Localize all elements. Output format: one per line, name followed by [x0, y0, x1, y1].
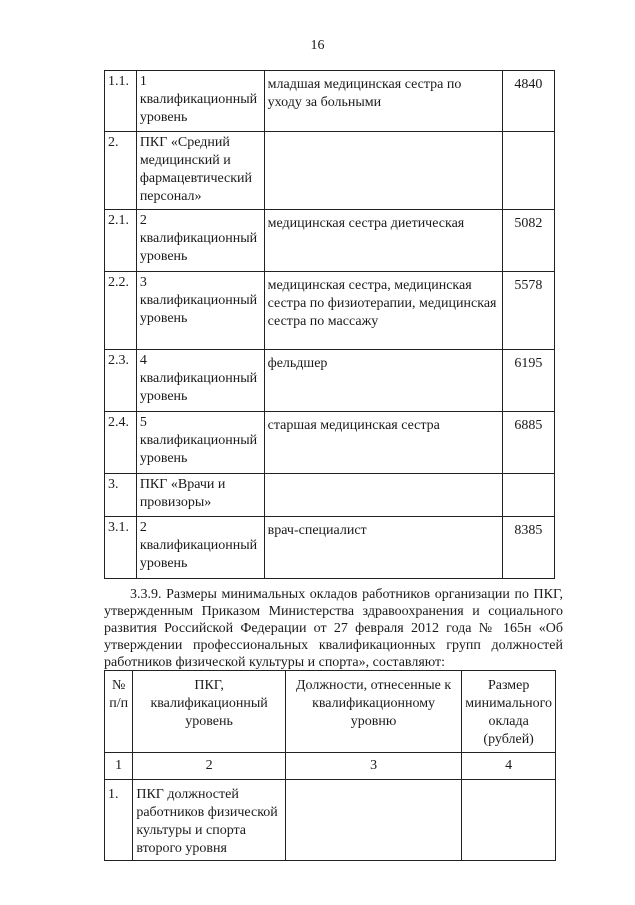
qualification-group: 1 квалификационный уровень — [136, 71, 264, 132]
column-number: 4 — [462, 753, 556, 780]
row-number: 2.1. — [105, 210, 137, 272]
table-row — [105, 780, 556, 861]
header-minimum-salary: Размер минимального оклада (рублей) — [462, 671, 556, 753]
header-positions: Должности, отнесенные к квалификационному уровню — [285, 671, 461, 753]
minimum-salary: 8385 — [502, 517, 554, 579]
position-name — [285, 780, 461, 861]
minimum-salary — [502, 474, 554, 517]
table-row — [105, 412, 555, 474]
row-number: 1. — [105, 780, 133, 861]
salary-table-medical — [104, 70, 555, 579]
table-row — [105, 210, 555, 272]
page-number: 16 — [310, 38, 325, 53]
table-row — [105, 517, 555, 579]
minimum-salary: 5578 — [502, 272, 554, 350]
position-name: медицинская сестра, медицинская сестра по физиотерапии, медицинская сестра по массажу — [264, 272, 502, 350]
header-number: № п/п — [105, 671, 133, 753]
row-number: 2.2. — [105, 272, 137, 350]
row-number: 2. — [105, 132, 137, 210]
row-number: 1.1. — [105, 71, 137, 132]
table-header-row — [105, 671, 556, 753]
minimum-salary — [502, 132, 554, 210]
position-name — [264, 132, 502, 210]
qualification-group: 2 квалификационный уровень — [136, 210, 264, 272]
table-row — [105, 350, 555, 412]
table-row — [105, 474, 555, 517]
minimum-salary: 5082 — [502, 210, 554, 272]
header-qualification-group: ПКГ, квалификационный уровень — [133, 671, 286, 753]
qualification-group: 4 квалификационный уровень — [136, 350, 264, 412]
column-number: 3 — [285, 753, 461, 780]
row-number: 2.3. — [105, 350, 137, 412]
position-name: врач-специалист — [264, 517, 502, 579]
column-number-row — [105, 753, 556, 780]
minimum-salary: 6885 — [502, 412, 554, 474]
qualification-group: ПКГ должностей работников физической культуры и спорта второго уровня — [133, 780, 286, 861]
qualification-group: 3 квалификационный уровень — [136, 272, 264, 350]
position-name: младшая медицинская сестра по уходу за больными — [264, 71, 502, 132]
qualification-group: 5 квалификационный уровень — [136, 412, 264, 474]
qualification-group: ПКГ «Средний медицинский и фармацевтический персонал» — [136, 132, 264, 210]
column-number: 2 — [133, 753, 286, 780]
body-paragraph — [104, 586, 563, 671]
minimum-salary: 6195 — [502, 350, 554, 412]
row-number: 3. — [105, 474, 137, 517]
row-number: 2.4. — [105, 412, 137, 474]
salary-table-sports — [104, 670, 556, 861]
position-name: старшая медицинская сестра — [264, 412, 502, 474]
position-name: медицинская сестра диетическая — [264, 210, 502, 272]
position-name: фельдшер — [264, 350, 502, 412]
minimum-salary: 4840 — [502, 71, 554, 132]
row-number: 3.1. — [105, 517, 137, 579]
qualification-group: ПКГ «Врачи и провизоры» — [136, 474, 264, 517]
column-number: 1 — [105, 753, 133, 780]
table-row — [105, 132, 555, 210]
paragraph-text: 3.3.9. Размеры минимальных окладов работников организации по ПКГ, утвержденным Приказом Министерства здравоохранения и социального развития Российской Федерации от 27 февраля 2012 года № 165н «Об утверждении профессиональных квалификационных групп должностей работников физической культуры и спорта», составляют: — [104, 587, 563, 670]
qualification-group: 2 квалификационный уровень — [136, 517, 264, 579]
table-row — [105, 272, 555, 350]
minimum-salary — [462, 780, 556, 861]
table-row — [105, 71, 555, 132]
position-name — [264, 474, 502, 517]
